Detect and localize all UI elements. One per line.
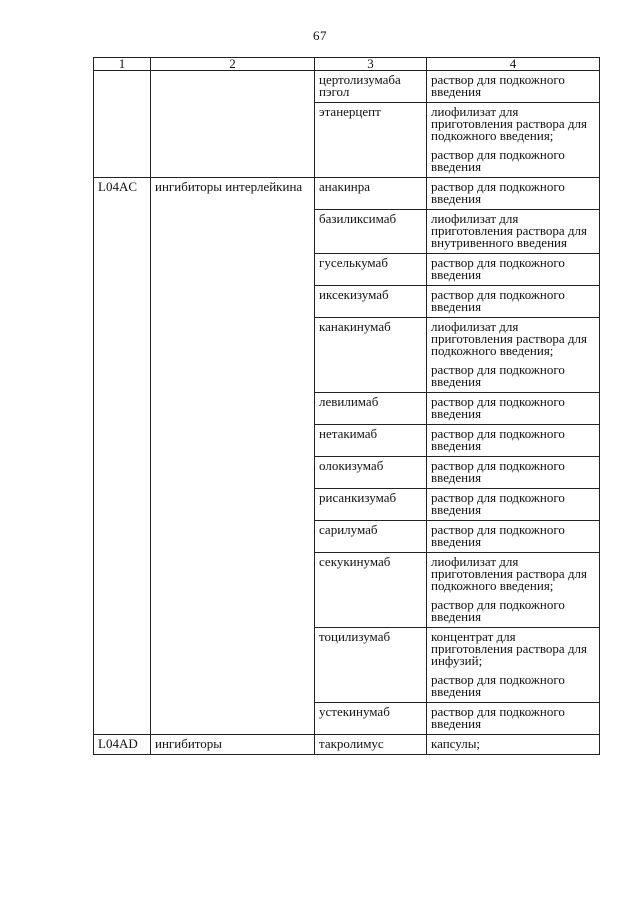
dosage-form-cell [427,703,600,735]
table-row [94,735,600,755]
dosage-form: раствор для подкожного введения [431,287,565,314]
dosage-form: раствор для подкожного введения [431,522,565,549]
dosage-form-cell [427,553,600,628]
column-header: 4 [427,58,600,71]
drug-name: базиликсимаб [315,210,427,254]
column-header: 1 [94,58,151,71]
drug-name: анакинра [315,178,427,210]
drug-name: этанерцепт [315,103,427,178]
dosage-form: раствор для подкожного введения [431,597,565,624]
dosage-form: раствор для подкожного введения [431,255,565,282]
dosage-form-cell [427,521,600,553]
medication-table [93,57,600,755]
dosage-form: раствор для подкожного введения [431,704,565,731]
group-cell [151,71,315,178]
atc-code: L04AD [98,736,138,751]
dosage-form: лиофилизат для приготовления раствора для внутривенного введения [431,211,587,250]
atc-code-cell [94,71,151,178]
drug-name: секукинумаб [315,553,427,628]
dosage-form-cell [427,178,600,210]
group-name: ингибиторы интерлейкина [155,179,303,194]
atc-code-cell [94,735,151,755]
group-cell [151,735,315,755]
dosage-form-cell [427,489,600,521]
dosage-form-cell [427,286,600,318]
dosage-form-cell [427,735,600,755]
drug-name: сарилумаб [315,521,427,553]
dosage-form-cell [427,103,600,178]
dosage-form-cell [427,425,600,457]
dosage-form-cell [427,71,600,103]
dosage-form: раствор для подкожного введения [431,672,565,699]
dosage-form: раствор для подкожного введения [431,72,565,99]
group-name: ингибиторы [155,736,223,751]
dosage-form: раствор для подкожного введения [431,147,565,174]
dosage-form-cell [427,457,600,489]
drug-name: левилимаб [315,393,427,425]
atc-code-cell [94,178,151,735]
column-header: 3 [315,58,427,71]
dosage-form: лиофилизат для приготовления раствора для подкожного введения; [431,104,587,143]
page-number: 67 [313,28,327,43]
dosage-form-cell [427,393,600,425]
dosage-form-cell [427,254,600,286]
table-header-row [94,58,600,71]
table-row [94,71,600,103]
drug-name: рисанкизумаб [315,489,427,521]
dosage-form-cell [427,628,600,703]
drug-name: цертолизумаба пэгол [315,71,427,103]
drug-name: иксекизумаб [315,286,427,318]
group-cell [151,178,315,735]
dosage-form: раствор для подкожного введения [431,179,565,206]
atc-code: L04AC [98,179,137,194]
drug-name: тоцилизумаб [315,628,427,703]
dosage-form: лиофилизат для приготовления раствора для подкожного введения; [431,319,587,358]
dosage-form: раствор для подкожного введения [431,458,565,485]
dosage-form: раствор для подкожного введения [431,394,565,421]
dosage-form: лиофилизат для приготовления раствора для подкожного введения; [431,554,587,593]
dosage-form-cell [427,210,600,254]
column-header: 2 [151,58,315,71]
dosage-form: капсулы; [431,736,481,751]
table-row [94,178,600,210]
dosage-form-cell [427,318,600,393]
dosage-form: раствор для подкожного введения [431,362,565,389]
dosage-form: раствор для подкожного введения [431,426,565,453]
drug-name: гуселькумаб [315,254,427,286]
dosage-form: концентрат для приготовления раствора для инфузий; [431,629,587,668]
dosage-form: раствор для подкожного введения [431,490,565,517]
drug-name: нетакимаб [315,425,427,457]
drug-name: канакинумаб [315,318,427,393]
drug-name: устекинумаб [315,703,427,735]
drug-name: такролимус [315,735,427,755]
drug-name: олокизумаб [315,457,427,489]
